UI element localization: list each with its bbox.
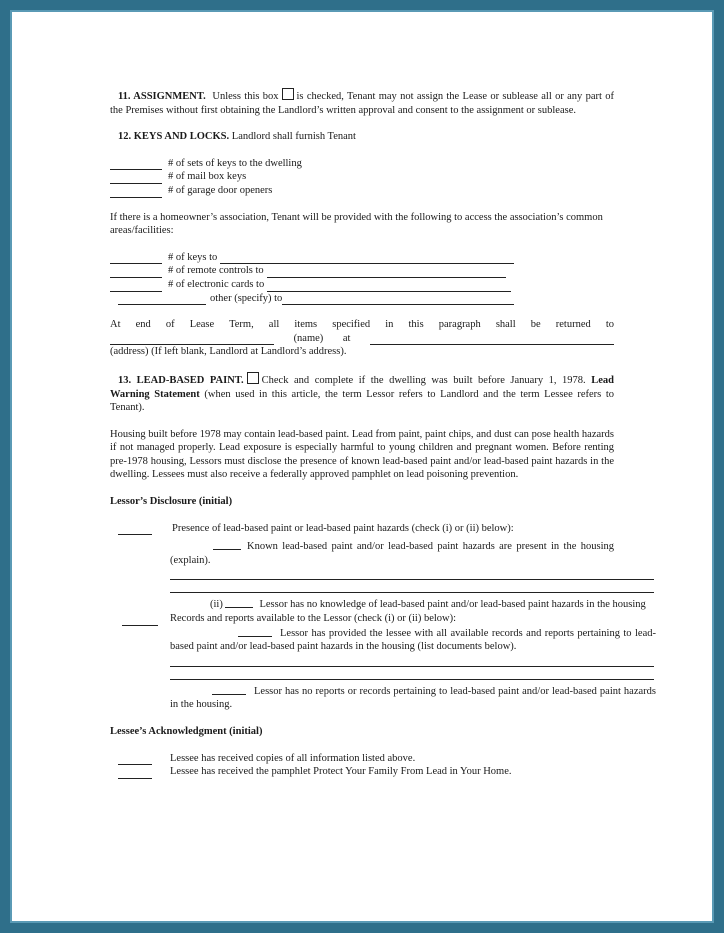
hoa-label: # of remote controls to xyxy=(168,265,264,277)
documents-line[interactable] xyxy=(170,667,654,680)
lessee-acknowledgment-heading: Lessee’s Acknowledgment (initial) xyxy=(110,726,263,737)
return-address-blank[interactable] xyxy=(370,334,614,345)
hoa-row xyxy=(110,251,614,265)
ack-row xyxy=(110,765,614,779)
records-row xyxy=(110,612,614,626)
presence-row xyxy=(110,522,614,536)
hoa-row xyxy=(110,278,614,292)
other-specify-blank[interactable] xyxy=(118,294,206,305)
hoa-count-blank[interactable] xyxy=(110,253,162,264)
ack-text: Lessee has received the pamphlet Protect Your Family From Lead in Your Home. xyxy=(170,766,512,778)
keys-count-blank[interactable] xyxy=(110,173,162,184)
section-13-check-text: Check and complete if the dwelling was built before January 1, 1978. xyxy=(261,374,586,386)
presence-initial-blank[interactable] xyxy=(118,524,152,535)
no-reports-text: Lessor has no reports or records pertaining to lead-based paint and/or lead-based paint hazards in the housing. xyxy=(170,685,656,711)
assignment-checkbox[interactable] xyxy=(282,88,294,100)
name-label: (name) xyxy=(293,332,324,344)
keys-row xyxy=(110,170,614,184)
ack-row xyxy=(110,752,614,766)
keys-count-blank[interactable] xyxy=(110,159,162,170)
keys-label: # of garage door openers xyxy=(168,184,273,196)
keys-count-blank[interactable] xyxy=(110,187,162,198)
hoa-list xyxy=(110,251,614,305)
section-12-heading: 12. KEYS AND LOCKS. xyxy=(118,131,230,143)
return-name-blank[interactable] xyxy=(110,334,274,345)
known-hazards xyxy=(110,539,614,567)
warning-text: (when used in this article, the term Lessor refers to Landlord and the term Lessee refers to Tenant). xyxy=(110,388,614,414)
explain-line[interactable] xyxy=(170,567,654,580)
return-fields xyxy=(110,332,614,346)
hoa-label: # of electronic cards to xyxy=(168,278,265,290)
other-label: other (specify) to xyxy=(210,292,283,304)
section-13-heading: 13. LEAD-BASED PAINT. xyxy=(118,374,244,386)
hoa-count-blank[interactable] xyxy=(110,267,162,278)
section-13 xyxy=(110,372,614,415)
at-label: at xyxy=(342,332,351,344)
section-11-pre: Unless this box xyxy=(212,91,279,102)
section-11-text: is checked, Tenant may not assign the Lease or sublease all or any part of the Premises without first obtaining the Landlord’s written approval and consent to the assignment or sublease. xyxy=(110,91,615,116)
hoa-label: # of keys to xyxy=(168,251,218,263)
known-hazards-text: Known lead-based paint and/or lead-based paint hazards are present in the housing (explain). xyxy=(170,541,614,566)
keys-label: # of mail box keys xyxy=(168,171,247,183)
no-reports-blank[interactable] xyxy=(212,684,246,695)
lessor-disclosure-heading: Lessor’s Disclosure (initial) xyxy=(110,496,233,508)
hoa-row xyxy=(110,264,614,278)
section-12 xyxy=(110,130,614,144)
section-12-intro: Landlord shall furnish Tenant xyxy=(231,131,356,143)
records-text: Records and reports available to the Lessor (check (i) or (ii) below): xyxy=(170,613,457,625)
documents-line[interactable] xyxy=(170,654,654,667)
other-target-blank[interactable] xyxy=(282,294,514,305)
hoa-intro: If there is a homeowner’s association, Tenant will be provided with the following to access the association’s common areas/facilities: xyxy=(110,211,603,237)
hoa-target-blank[interactable] xyxy=(220,253,514,264)
no-knowledge-text: Lessor has no knowledge of lead-based paint and/or lead-based paint hazards in the housing xyxy=(259,599,646,611)
no-knowledge xyxy=(110,597,654,612)
hoa-target-blank[interactable] xyxy=(267,281,511,292)
warning-heading: Lead Warning Statement xyxy=(110,374,614,400)
records-initial-blank[interactable] xyxy=(122,615,158,626)
provided-records xyxy=(110,626,656,654)
no-knowledge-blank[interactable] xyxy=(225,597,253,608)
keys-list xyxy=(110,157,614,198)
presence-text: Presence of lead-based paint or lead-based paint hazards (check (i) or (ii) below): xyxy=(172,522,514,534)
keys-row xyxy=(110,157,614,171)
known-hazards-blank[interactable] xyxy=(213,539,241,550)
ack-initial-blank[interactable] xyxy=(118,768,152,779)
address-note: (address) (If left blank, Landlord at Landlord’s address). xyxy=(110,346,347,358)
document-page xyxy=(110,88,656,779)
lead-paragraph: Housing built before 1978 may contain lead-based paint. Lead from paint, paint chips, and dust can pose health hazards if not managed properly. Lead exposure is especially harmful to young children and pregnant women. Before renting pre-1978 housing, Lessors must disclose the presence of known lead-based paint and/or lead-based paint hazards in the dwelling. Lessees must also receive a federally approved pamphlet on lead poisoning prevention. xyxy=(110,428,614,481)
section-11-heading: 11. ASSIGNMENT. xyxy=(118,91,206,102)
ack-text: Lessee has received copies of all information listed above. xyxy=(170,752,416,764)
hoa-count-blank[interactable] xyxy=(110,281,162,292)
provided-text: Lessor has provided the lessee with all available records and reports pertaining to lead-based paint and/or lead-based paint hazards in the housing (list documents below). xyxy=(170,627,656,653)
hoa-target-blank[interactable] xyxy=(267,267,506,278)
provided-blank[interactable] xyxy=(238,626,272,637)
no-reports xyxy=(110,684,656,712)
return-line: At end of Lease Term, all items specified in this paragraph shall be returned to xyxy=(110,319,614,331)
hoa-row xyxy=(110,292,614,306)
keys-row xyxy=(110,184,614,198)
ii-label: (ii) xyxy=(210,599,223,611)
ack-initial-blank[interactable] xyxy=(118,754,152,765)
section-11 xyxy=(110,88,614,117)
lead-paint-checkbox[interactable] xyxy=(247,372,259,384)
explain-line[interactable] xyxy=(170,580,654,593)
keys-label: # of sets of keys to the dwelling xyxy=(168,157,302,169)
